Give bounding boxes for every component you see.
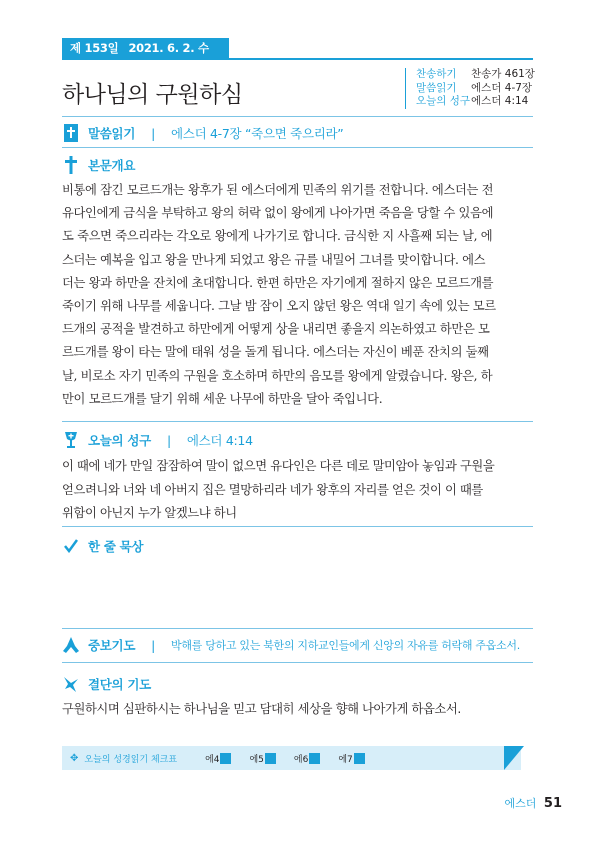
verse-line: 이 때에 네가 만일 잠잠하여 말이 없으면 유다인은 다른 데로 말미암아 놓임과 구원을 — [62, 459, 495, 473]
resolution-heading: 결단의 기도 — [88, 677, 151, 692]
checkbox[interactable] — [309, 753, 320, 764]
meditation-heading-row — [62, 537, 143, 555]
reading-reference: 에스더 4-7장 “죽으면 죽으리라” — [171, 126, 344, 141]
summary-line: 더는 왕과 하만을 잔치에 초대합니다. 한편 하만은 자기에게 절하지 않은 모르드개를 — [62, 275, 494, 290]
page-title: 하나님의 구원하심 — [62, 82, 243, 108]
verse-divider — [62, 526, 533, 527]
verse-reference: 에스더 4:14 — [186, 433, 253, 448]
top-divider — [62, 58, 533, 60]
verse-heading-row: 오늘의 성구 | 에스더 4:14 — [62, 431, 253, 449]
verse-line: 위함이 아닌지 누가 알겠느냐 하니 — [62, 506, 237, 520]
verse-heading: 오늘의 성구 — [88, 433, 151, 448]
summary-line: 르드개를 왕이 타는 말에 태워 성을 돌게 됩니다. 에스더는 자신이 베푼 잔치의 둘째 — [62, 345, 489, 360]
meditation-divider — [62, 628, 533, 629]
reading-heading-row: 말씀읽기 | 에스더 4-7장 “죽으면 죽으리라” — [62, 124, 343, 142]
page-footer — [505, 795, 562, 811]
info-box — [405, 68, 535, 109]
summary-line: 날, 비로소 자기 민족의 구원을 호소하며 하만의 음모를 왕에게 알렸습니다. 왕은, 하 — [62, 368, 493, 383]
summary-divider — [62, 421, 533, 422]
summary-line: 죽이기 위해 나무를 세웁니다. 그날 밤 잠이 오지 않던 왕은 역대 일기 속에 있는 모르 — [62, 299, 496, 314]
summary-line: 비통에 잠긴 모르드개는 왕후가 된 에스더에게 민족의 위기를 전합니다. 에스더는 전 — [62, 183, 494, 197]
intercession-heading: 중보기도 — [88, 638, 136, 653]
dove-icon — [62, 675, 80, 693]
checkmark-icon — [62, 537, 80, 555]
reading-divider — [62, 147, 533, 148]
summary-heading: 본문개요 — [88, 158, 136, 173]
summary-line: 도 죽으면 죽으리라는 각오로 왕에게 나가기로 합니다. 금식한 지 사흘째 되는 날, 에 — [62, 229, 493, 244]
praying-hands-icon — [62, 636, 80, 654]
resolution-heading-row — [62, 675, 151, 693]
reading-heading: 말씀읽기 — [88, 126, 136, 141]
title-divider — [62, 116, 533, 117]
resolution-text: 구원하시며 심판하시는 하나님을 믿고 담대히 세상을 향해 나아가게 하옵소서. — [62, 702, 461, 716]
info-row-hymn: 찬송하기 찬송가 461장 — [416, 68, 535, 80]
page-number: 51 — [543, 796, 562, 811]
intercession-text: 박해를 당하고 있는 북한의 지하교인들에게 신앙의 자유를 허락해 주옵소서. — [171, 639, 520, 652]
checkbox[interactable] — [220, 753, 231, 764]
summary-line: 만이 모르드개를 달기 위해 세운 나무에 하만을 달아 죽입니다. — [62, 391, 383, 406]
summary-text — [62, 179, 533, 411]
day-label: 제 153일 — [70, 41, 119, 55]
cross-icon — [62, 156, 80, 174]
footer-book: 에스더 — [504, 797, 537, 810]
bible-icon — [62, 124, 80, 142]
date-label: 2021. 6. 2. 수 — [128, 41, 209, 55]
summary-line: 유다인에게 금식을 부탁하고 왕의 허락 없이 왕에게 나아가면 죽음을 당할 수 있음에 — [62, 206, 494, 221]
meditation-heading: 한 줄 묵상 — [88, 539, 144, 554]
summary-line: 드개의 공적을 발견하고 하만에게 어떻게 상을 내리면 좋을지 의논하였고 하만은 모 — [62, 322, 490, 337]
diamond-icon: ✥ — [70, 752, 79, 764]
info-row-verse: 오늘의 성구 에스더 4:14 — [416, 95, 529, 107]
summary-heading-row — [62, 156, 135, 174]
day-date-tag — [62, 38, 229, 58]
page-corner-icon — [504, 746, 524, 770]
checklist-day[interactable]: 에7 — [338, 752, 364, 765]
checklist-day[interactable]: 에6 — [294, 752, 320, 765]
summary-line: 스더는 예복을 입고 왕을 만나게 되었고 왕은 규를 내밀어 그녀를 맞이합니다. 에스 — [62, 252, 486, 267]
checklist-day[interactable]: 에4 — [205, 752, 231, 765]
intercession-heading-row: 중보기도 | 박해를 당하고 있는 북한의 지하교인들에게 신앙의 자유를 허락해 주옵소서. — [62, 636, 520, 654]
checklist-label: 오늘의 성경읽기 체크표 — [84, 754, 178, 765]
intercession-divider — [62, 662, 533, 663]
checkbox[interactable] — [265, 753, 276, 764]
checklist-day[interactable]: 에5 — [249, 752, 275, 765]
verse-text — [62, 455, 533, 526]
info-row-reading: 말씀읽기 에스더 4-7장 — [416, 81, 533, 94]
verse-line: 얻으려니와 너와 네 아버지 집은 멸망하리라 네가 왕후의 자리를 얻은 것이 이 때를 — [62, 482, 483, 497]
chalice-icon — [62, 431, 80, 449]
checkbox[interactable] — [354, 753, 365, 764]
reading-checklist — [62, 746, 521, 770]
